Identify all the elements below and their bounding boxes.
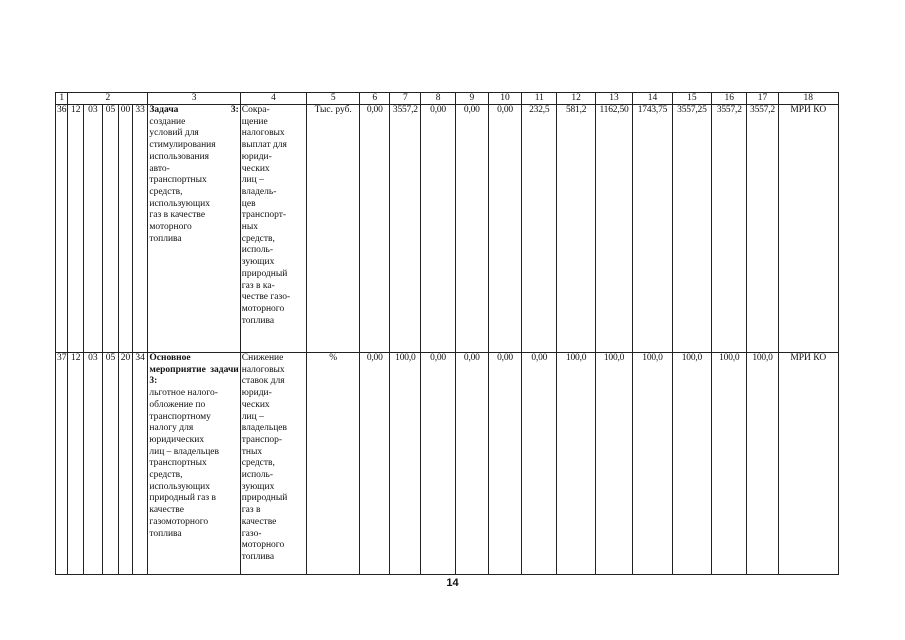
text-line: щение xyxy=(241,116,268,127)
text-line: льготное налого- xyxy=(149,388,218,399)
value-cell: 100,0 xyxy=(595,353,632,575)
text-line: владель- xyxy=(241,186,277,197)
unit-cell: Тыс. руб. xyxy=(307,105,360,353)
text-line: качестве xyxy=(149,505,184,516)
column-number-row xyxy=(56,93,839,105)
text-line: юридических xyxy=(149,434,205,445)
task-title: Задача 3: xyxy=(149,105,239,115)
value-cell: 0,00 xyxy=(522,353,557,575)
header-cell: 12 xyxy=(557,93,595,105)
expected-result xyxy=(240,353,306,575)
text-line: средств, xyxy=(241,233,275,244)
code-cell: 05 xyxy=(102,105,119,353)
code-cell: 34 xyxy=(132,353,148,575)
header-cell: 16 xyxy=(712,93,747,105)
text-line: транспортных xyxy=(149,175,207,186)
text-line: ных xyxy=(241,222,258,233)
text-line: лиц – xyxy=(241,411,264,422)
text-line: налогу для xyxy=(149,423,194,434)
code-cell: 00 xyxy=(119,105,132,353)
text-line: лиц – владельцев xyxy=(149,446,220,457)
text-line: качестве xyxy=(241,516,277,527)
text-line: газомоторного xyxy=(149,516,209,527)
text-line: Сокра- xyxy=(241,105,270,115)
unit-cell: % xyxy=(307,353,360,575)
value-cell: 3557,2 xyxy=(390,105,421,353)
text-line: газо- xyxy=(241,528,262,539)
value-cell: 3557,2 xyxy=(712,105,747,353)
text-line: честве газо- xyxy=(241,292,291,303)
code-cell: 03 xyxy=(84,105,103,353)
row-number: 36 xyxy=(56,105,68,353)
text-line: использования xyxy=(149,151,210,162)
value-cell: 0,00 xyxy=(421,353,455,575)
value-cell: 100,0 xyxy=(712,353,747,575)
text-line: природный xyxy=(241,268,288,279)
text-line: газ в xyxy=(241,505,261,516)
text-line: транспортному xyxy=(149,411,211,422)
value-cell: 100,0 xyxy=(390,353,421,575)
text-line: транспортных xyxy=(149,458,207,469)
row-number: 37 xyxy=(56,353,68,575)
value-cell: 0,00 xyxy=(455,353,488,575)
text-line: использующих xyxy=(149,198,211,209)
text-line: налоговых xyxy=(241,364,285,375)
value-cell: 0,00 xyxy=(421,105,455,353)
text-line: зующих xyxy=(241,481,275,492)
code-cell: 03 xyxy=(84,353,103,575)
code-cell: 12 xyxy=(68,105,84,353)
text-line: обложение по xyxy=(149,399,206,410)
value-cell: 0,00 xyxy=(360,105,390,353)
header-cell: 4 xyxy=(240,93,306,105)
text-line: исполь- xyxy=(241,470,274,481)
text-line: ческих xyxy=(241,399,270,410)
value-cell: 100,0 xyxy=(557,353,595,575)
description-text xyxy=(149,117,238,246)
code-cell: 33 xyxy=(132,105,148,353)
text-line: использующих xyxy=(149,481,211,492)
value-cell: 100,0 xyxy=(747,353,778,575)
text-line: средств, xyxy=(241,458,275,469)
text-line: лиц – xyxy=(241,175,264,186)
text-line: моторного xyxy=(149,222,192,233)
text-line: тных xyxy=(241,446,263,457)
text-line: природный xyxy=(241,493,288,504)
header-cell: 8 xyxy=(421,93,455,105)
value-cell: 100,0 xyxy=(672,353,711,575)
text-line: юриди- xyxy=(241,388,272,399)
text-line: транспор- xyxy=(241,434,283,445)
text-line: исполь- xyxy=(241,245,274,256)
text-line: ческих xyxy=(241,163,270,174)
description-text xyxy=(149,388,238,540)
task-description xyxy=(148,353,240,575)
value-cell: 100,0 xyxy=(633,353,672,575)
text-line: транспорт- xyxy=(241,210,287,221)
text-line: цев xyxy=(241,198,256,209)
text-line: топлива xyxy=(241,551,275,562)
text-line: газ в ка- xyxy=(241,280,275,291)
header-cell: 6 xyxy=(360,93,390,105)
value-cell: 581,2 xyxy=(557,105,595,353)
value-cell: 1743,75 xyxy=(633,105,672,353)
text-line: топлива xyxy=(149,528,182,539)
text-line: налоговых xyxy=(241,128,285,139)
header-cell: 9 xyxy=(455,93,488,105)
code-cell: 20 xyxy=(119,353,132,575)
header-cell: 11 xyxy=(522,93,557,105)
executor-cell: МРИ КО xyxy=(778,105,838,353)
text-line: моторного xyxy=(241,303,285,314)
value-cell: 0,00 xyxy=(488,353,521,575)
header-cell: 15 xyxy=(672,93,711,105)
value-cell: 3557,2 xyxy=(747,105,778,353)
value-cell: 3557,25 xyxy=(672,105,711,353)
text-line: владельцев xyxy=(241,423,288,434)
code-cell: 05 xyxy=(102,353,119,575)
text-line: Снижение xyxy=(241,353,284,363)
value-cell: 1162,50 xyxy=(595,105,632,353)
text-line: природный газ в xyxy=(149,493,217,504)
value-cell: 0,00 xyxy=(360,353,390,575)
table-row xyxy=(56,105,839,353)
text-line: средств, xyxy=(149,186,183,197)
text-line: стимулирования xyxy=(149,140,216,151)
header-cell: 13 xyxy=(595,93,632,105)
code-cell: 12 xyxy=(68,353,84,575)
task-description xyxy=(148,105,240,353)
header-cell: 2 xyxy=(68,93,148,105)
executor-cell: МРИ КО xyxy=(778,353,838,575)
header-cell: 18 xyxy=(778,93,838,105)
text-line: условий для xyxy=(149,128,199,139)
text-line: ставок для xyxy=(241,376,285,387)
text-line: создание xyxy=(149,116,186,127)
header-cell: 5 xyxy=(307,93,360,105)
text-line: газ в качестве xyxy=(149,210,206,221)
budget-program-table xyxy=(55,92,839,575)
text-line: моторного xyxy=(241,540,285,551)
text-line: юриди- xyxy=(241,151,272,162)
value-cell: 0,00 xyxy=(455,105,488,353)
table-row xyxy=(56,353,839,575)
header-cell: 14 xyxy=(633,93,672,105)
text-line: выплат для xyxy=(241,140,287,151)
expected-result xyxy=(240,105,306,353)
page-number: 14 xyxy=(446,577,459,589)
task-title: Основное мероприятие задачи 3: xyxy=(149,353,239,387)
value-cell: 232,5 xyxy=(522,105,557,353)
header-cell: 7 xyxy=(390,93,421,105)
header-cell: 3 xyxy=(148,93,240,105)
text-line: топлива xyxy=(149,233,182,244)
text-line: топлива xyxy=(241,315,275,326)
text-line: средств, xyxy=(149,470,183,481)
header-cell: 10 xyxy=(488,93,521,105)
text-line: авто- xyxy=(149,163,170,174)
value-cell: 0,00 xyxy=(488,105,521,353)
header-cell: 1 xyxy=(56,93,68,105)
text-line: зующих xyxy=(241,257,275,268)
header-cell: 17 xyxy=(747,93,778,105)
